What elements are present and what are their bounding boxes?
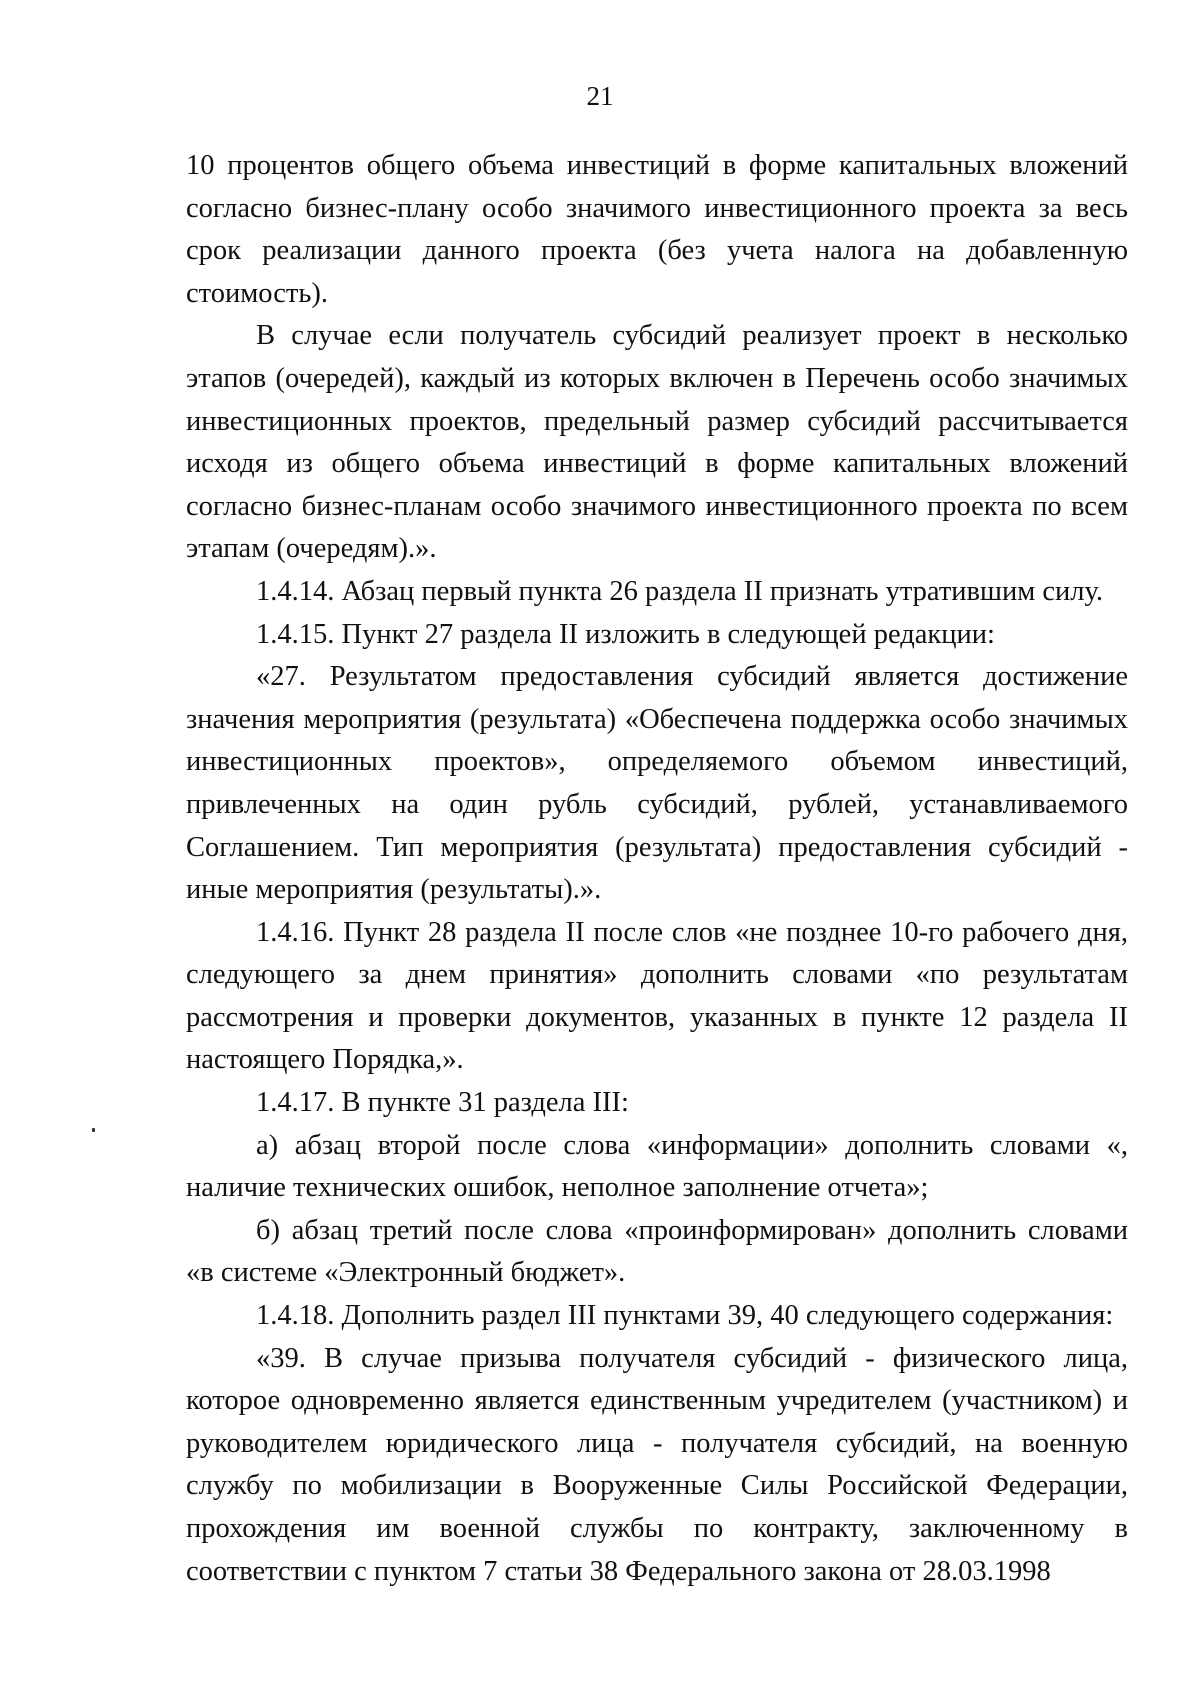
paragraph-continuation: 10 процентов общего объема инвестиций в форме капитальных вложений согласно бизнес-плану особо значимого инвестиционного проекта за весь срок реализации данного проекта (без учета налога на добавленную стоимость).: [186, 150, 1128, 309]
paragraph-subitem-a: а) абзац второй после слова «информации» дополнить словами «, наличие технических ошибок, неполное заполнение отчета»;: [186, 1129, 1128, 1204]
scan-speck: [92, 1128, 95, 1132]
paragraph-1-4-16: 1.4.16. Пункт 28 раздела II после слов «не позднее 10-го рабочего дня, следующего за днем принятия» дополнить словами «по результатам рассмотрения и проверки документов, указанных в пункте 12 раздела II настоящего Порядка,».: [186, 916, 1128, 1076]
document-body: [186, 145, 1128, 1593]
paragraph-1-4-18: 1.4.18. Дополнить раздел III пунктами 39, 40 следующего содержания:: [256, 1300, 1114, 1332]
paragraph-stages: В случае если получатель субсидий реализует проект в несколько этапов (очередей), каждый из которых включен в Перечень особо значимых инвестиционных проектов, предельный размер субсидий рассчитывается исходя из общего объема инвестиций в форме капитальных вложений согласно бизнес-планам особо значимого инвестиционного проекта по всем этапам (очередям).».: [186, 320, 1128, 565]
paragraph-item-27: «27. Результатом предоставления субсидий является достижение значения мероприятия (результата) «Обеспечена поддержка особо значимых инвестиционных проектов», определяемого объемом инвестиций, привлеченных на один рубль субсидий, рублей, устанавливаемого Соглашением. Тип мероприятия (результата) предоставления субсидий - иные мероприятия (результаты).».: [186, 661, 1128, 906]
page-number: 21: [586, 81, 614, 111]
paragraph-item-39: «39. В случае призыва получателя субсидий - физического лица, которое одновременно является единственным учредителем (участником) и руководителем юридического лица - получателя субсидий, на военную службу по мобилизации в Вооруженные Силы Российской Федерации, прохождения им военной службы по контракту, заключенному в соответствии с пунктом 7 статьи 38 Федерального закона от 28.03.1998: [186, 1342, 1128, 1587]
paragraph-1-4-14: 1.4.14. Абзац первый пункта 26 раздела II признать утратившим силу.: [256, 575, 1104, 607]
paragraph-1-4-17: 1.4.17. В пункте 31 раздела III:: [256, 1087, 629, 1119]
paragraph-subitem-b: б) абзац третий после слова «проинформирован» дополнить словами «в системе «Электронный бюджет».: [186, 1214, 1128, 1289]
paragraph-1-4-15: 1.4.15. Пункт 27 раздела II изложить в следующей редакции:: [256, 618, 995, 650]
